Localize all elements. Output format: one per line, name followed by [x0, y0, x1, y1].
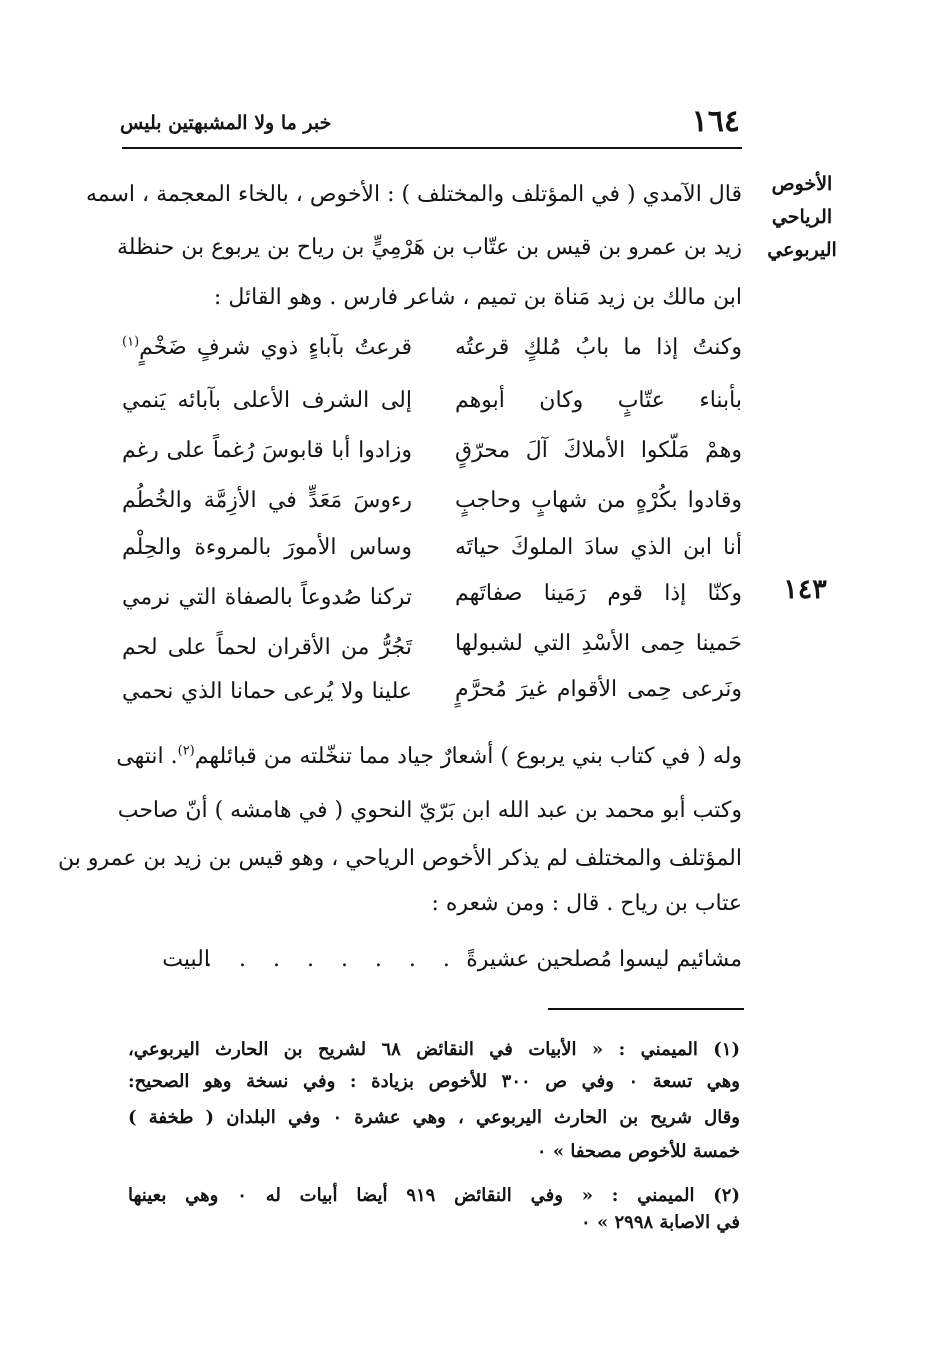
verse-first-hemistich: وقادوا بكُرْهٍ من شهابٍ وحاجبٍ: [455, 488, 742, 513]
footnote-line: في الاصابة ٢٩٩٨ » ٠: [581, 1212, 740, 1233]
footnote-rule: [548, 1008, 744, 1010]
footnote-line: (٢) الميمني : « وفي النقائض ٩١٩ أيضا أبيات له ٠ وهي بعينها: [128, 1185, 740, 1206]
prose-line: وكتب أبو محمد بن عبد الله ابن بَرّيّ النحوي ( في هامشه ) أنّ صاحب: [117, 798, 742, 823]
verse-first-hemistich: ونَرعى حِمى الأقوام غيرَ مُحرَّمٍ: [455, 677, 742, 702]
verse-text: قرعتُ بآباءٍ ذوي شرفٍ ضَخْمٍ: [139, 335, 412, 360]
margin-number: ١٤٣: [783, 574, 827, 605]
prose-text: وله ( في كتاب بني يربوع ) أشعارٌ جياد مما تنخّلته من قبائلهم: [194, 744, 742, 769]
intro-line: قال الآمدي ( في المؤتلف والمختلف ) : الأخوص ، بالخاء المعجمة ، اسمه: [85, 182, 742, 207]
page-number: ١٦٤: [691, 104, 740, 139]
footnote-marker: (١): [122, 334, 140, 350]
footnote-line: وهي تسعة ٠ وفي ص ٣٠٠ للأخوص بزيادة : وفي نسخة وهو الصحيح:: [128, 1071, 740, 1092]
footnote-marker: (٢): [177, 743, 195, 759]
running-title: خبر ما ولا المشبهتين بليس: [120, 112, 332, 134]
margin-note-line: اليربوعي: [767, 239, 837, 261]
closing-verse-last: البيت: [162, 947, 210, 972]
footnote-line: (١) الميمني : « الأبيات في النقائض ٦٨ لشريح بن الحارث اليربوعي،: [128, 1039, 740, 1060]
verse-first-hemistich: وكنتُ إذا ما بابُ مُلكٍ قرعتُه: [455, 335, 742, 360]
verse-second-hemistich: وساس الأمورَ بالمروءة والحِلْم: [122, 535, 412, 560]
closing-verse-ellipsis: . . . . . . . .: [205, 947, 460, 972]
verse-second-hemistich: تَجُرُّ من الأقران لحماً على لحم: [122, 635, 412, 660]
prose-line: عتاب بن رياح . قال : ومن شعره :: [431, 891, 742, 916]
verse-first-hemistich: حَمينا حِمى الأسْدِ التي لشبولها: [455, 631, 742, 656]
header-rule: [122, 147, 742, 149]
verse-second-hemistich: تركنا صُدوعاً بالصفاة التي نرمي: [122, 585, 412, 610]
verse-second-hemistich: [122, 328, 412, 368]
margin-note-line: الأخوص: [771, 173, 833, 195]
prose-line: المؤتلف والمختلف لم يذكر الأخوص الرياحي ، وهو قيس بن زيد بن عمرو بن: [57, 846, 742, 871]
closing-verse-first: مشائيم ليسوا مُصلحين عشيرةً: [466, 947, 742, 972]
margin-note: [762, 168, 842, 267]
verse-first-hemistich: بأبناء عتّابٍ وكان أبوهم: [455, 388, 742, 413]
footnote-line: وقال شريح بن الحارث اليربوعي ، وهي عشرة ٠ وفي البلدان ( طخفة ): [128, 1107, 740, 1128]
margin-note-line: الرياحي: [771, 206, 833, 228]
intro-line: ابن مالك بن زيد مَناة بن تميم ، شاعر فارس . وهو القائل :: [213, 285, 742, 310]
prose-line: [116, 737, 742, 777]
verse-second-hemistich: وزادوا أبا قابوسَ رُغماً على رغم: [122, 438, 412, 463]
verse-first-hemistich: وهمْ مَلّكوا الأملاكَ آلَ محرّقٍ: [455, 438, 742, 463]
intro-line: زيد بن عمرو بن قيس بن عتّاب بن هَرْمِيٍّ بن رياح بن يربوع بن حنظلة: [116, 235, 742, 260]
verse-second-hemistich: إلى الشرف الأعلى بآبائه يَنمي: [122, 388, 412, 413]
prose-tail: . انتهى: [116, 744, 178, 769]
verse-first-hemistich: أنا ابن الذي سادَ الملوكَ حياتَه: [455, 535, 742, 560]
footnote-line: خمسة للأخوص مصحفا » ٠: [536, 1141, 740, 1162]
verse-first-hemistich: وكنّا إذا قوم رَمَينا صفاتَهم: [455, 581, 742, 606]
verse-second-hemistich: رءوسَ مَعَدٍّ في الأزِمَّة والخُطُم: [122, 488, 412, 513]
verse-second-hemistich: علينا ولا يُرعى حمانا الذي نحمي: [122, 679, 412, 704]
